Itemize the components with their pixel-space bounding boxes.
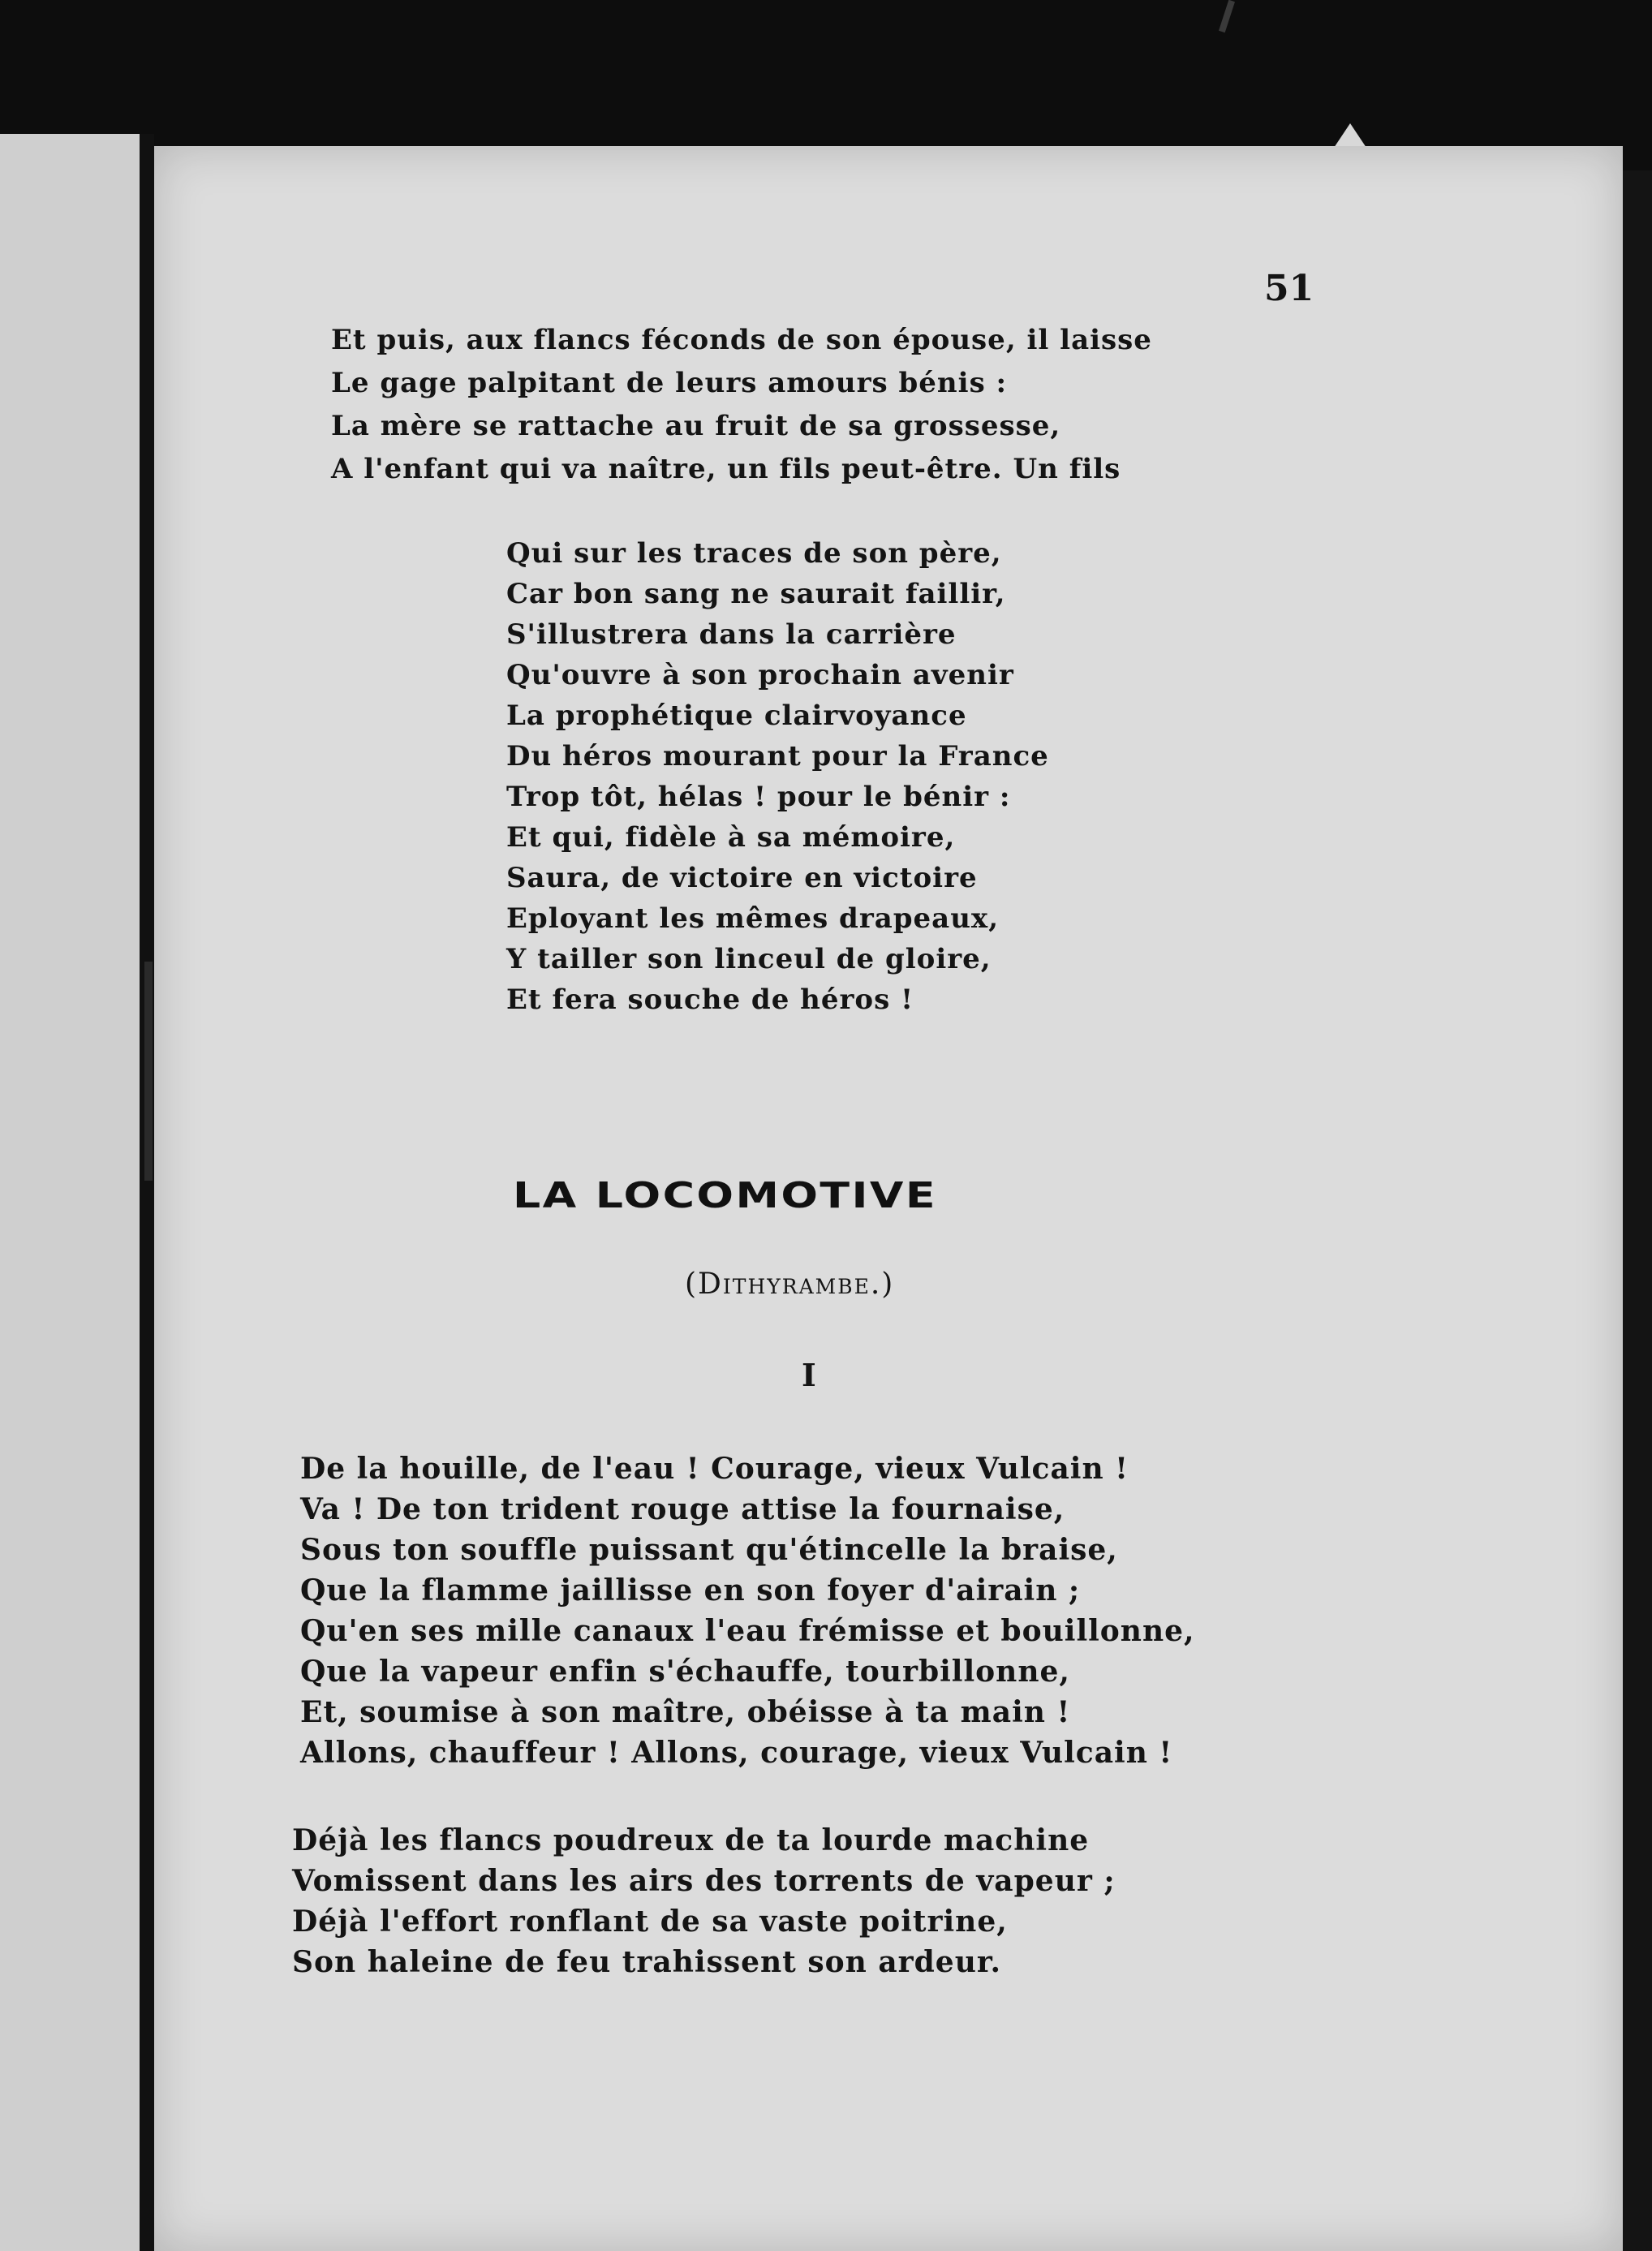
verse-line: Qu'en ses mille canaux l'eau frémisse et bouillonne, bbox=[300, 1614, 1195, 1648]
verse-line: Déjà les flancs poudreux de ta lourde machine bbox=[292, 1823, 1090, 1857]
verse-line: Eployant les mêmes drapeaux, bbox=[506, 902, 1000, 935]
verse-line: Et fera souche de héros ! bbox=[506, 983, 914, 1016]
verse-line: Et puis, aux flancs féconds de son épouse, il laisse bbox=[331, 324, 1152, 356]
verse-line: La mère se rattache au fruit de sa grossesse, bbox=[331, 410, 1061, 442]
verse-line: Son haleine de feu trahissent son ardeur. bbox=[292, 1945, 1002, 1979]
stanza-continuation bbox=[331, 319, 1152, 491]
stanza-indented bbox=[506, 533, 1049, 1020]
verse-line: A l'enfant qui va naître, un fils peut-être. Un fils bbox=[331, 453, 1121, 485]
verse-line: Sous ton souffle puissant qu'étincelle la braise, bbox=[300, 1533, 1118, 1567]
verse-line: Que la flamme jaillisse en son foyer d'airain ; bbox=[300, 1573, 1081, 1608]
previous-page-edge bbox=[0, 134, 140, 2251]
stanza-machine bbox=[292, 1820, 1116, 1982]
verse-line: Du héros mourant pour la France bbox=[506, 740, 1049, 773]
verse-line: Le gage palpitant de leurs amours bénis : bbox=[331, 367, 1008, 399]
verse-line: Saura, de victoire en victoire bbox=[506, 862, 978, 894]
verse-line: Qui sur les traces de son père, bbox=[506, 537, 1002, 570]
page-number: 51 bbox=[1264, 268, 1314, 309]
verse-line: Car bon sang ne saurait faillir, bbox=[506, 578, 1006, 610]
verse-line: La prophétique clairvoyance bbox=[506, 699, 967, 732]
poem-subtitle: (Dithyrambe.) bbox=[685, 1268, 895, 1301]
scan-artifact-mark bbox=[1219, 0, 1235, 32]
verse-line: Et qui, fidèle à sa mémoire, bbox=[506, 821, 956, 854]
part-number: I bbox=[802, 1357, 816, 1393]
stanza-vulcain bbox=[300, 1448, 1195, 1773]
verse-line: Trop tôt, hélas ! pour le bénir : bbox=[506, 781, 1011, 813]
verse-line: Y tailler son linceul de gloire, bbox=[506, 943, 992, 975]
book-binding bbox=[140, 134, 154, 2251]
verse-line: Que la vapeur enfin s'échauffe, tourbillonne, bbox=[300, 1655, 1070, 1689]
verse-line: Allons, chauffeur ! Allons, courage, vieux Vulcain ! bbox=[300, 1736, 1173, 1770]
right-page-edge bbox=[1623, 170, 1652, 2251]
poem-title: LA LOCOMOTIVE bbox=[513, 1175, 937, 1216]
verse-line: Va ! De ton trident rouge attise la fournaise, bbox=[300, 1492, 1065, 1526]
verse-line: Déjà l'effort ronflant de sa vaste poitrine, bbox=[292, 1905, 1008, 1939]
verse-line: Et, soumise à son maître, obéisse à ta main ! bbox=[300, 1695, 1071, 1729]
verse-line: S'illustrera dans la carrière bbox=[506, 618, 957, 651]
verse-line: Qu'ouvre à son prochain avenir bbox=[506, 659, 1014, 691]
binding-shadow bbox=[144, 962, 153, 1181]
verse-line: Vomissent dans les airs des torrents de vapeur ; bbox=[292, 1864, 1116, 1898]
verse-line: De la houille, de l'eau ! Courage, vieux Vulcain ! bbox=[300, 1452, 1129, 1486]
